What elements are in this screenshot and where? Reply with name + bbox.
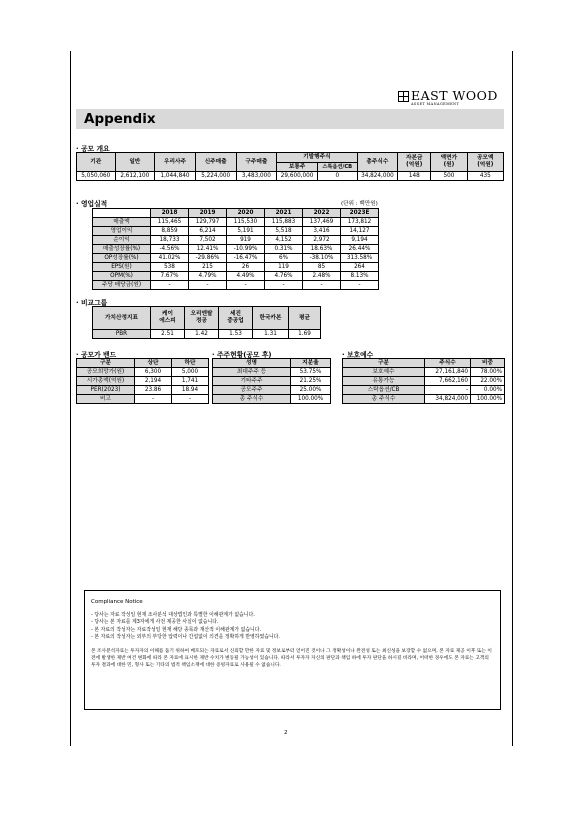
cell: - (172, 395, 209, 404)
cell: -4.56% (151, 245, 189, 254)
holder-ratio: 25.00% (291, 386, 331, 395)
cell: - (265, 281, 303, 290)
cell: - (189, 281, 227, 290)
cell: 5,224,000 (195, 172, 236, 181)
sub-header: 보통주 (277, 163, 318, 172)
cell: -29.86% (189, 254, 227, 263)
compliance-line: - 본 자료의 작성자는 외부의 부당한 압력이나 간섭없이 의견을 정확하게 반영하였습니다. (91, 634, 280, 641)
table-row (93, 236, 379, 245)
row-label: 주당 배당금(원) (93, 281, 151, 290)
holder-name: 최대주주 등 (213, 368, 291, 377)
cell: 1.42 (185, 330, 219, 339)
protect-header: 주식수 (425, 359, 471, 368)
cell: -10.99% (227, 245, 265, 254)
peers-section-title: · 비교그룹 (76, 299, 108, 307)
cell: 18.94 (172, 386, 209, 395)
cell: 919 (227, 236, 265, 245)
table-row (77, 377, 209, 386)
table-row (93, 281, 379, 290)
sub-header: 스톡옵션/CB (317, 163, 357, 172)
cell: 264 (341, 263, 379, 272)
row-label: 공모희망가(원) (77, 368, 135, 377)
table-row (343, 368, 505, 377)
offering-table (76, 152, 504, 181)
cell: - (135, 395, 172, 404)
peer-header: 케이 에스피 (151, 307, 185, 330)
table-row (77, 386, 209, 395)
cell: 4.76% (265, 272, 303, 281)
cell: 29,600,000 (277, 172, 318, 181)
shares-cell: 34,824,000 (425, 395, 471, 404)
compliance-line: - 당사는 자료 작성일 현재 조사분석 대상법인과 특별한 이해관계가 없습니다. (91, 612, 255, 618)
cell: 41.02% (151, 254, 189, 263)
cell: 1.69 (289, 330, 321, 339)
band-header: 하단 (172, 359, 209, 368)
peer-header: 한국카본 (253, 307, 289, 330)
logo-mark-icon (398, 91, 409, 102)
logo-name: EAST WOOD (411, 88, 498, 103)
holders-table (212, 358, 331, 404)
cell: 5,000 (172, 368, 209, 377)
col-header: 공모액 (억원) (467, 153, 503, 172)
row-label: 유통가능 (343, 377, 425, 386)
col-header: 우리사주 (155, 153, 196, 172)
table-row (93, 218, 379, 227)
cell: 137,469 (303, 218, 341, 227)
cell: 3,416 (303, 227, 341, 236)
table-row (93, 272, 379, 281)
cell: 1.31 (253, 330, 289, 339)
holders-section-title: · 주주현황(공모 후) (212, 351, 272, 359)
holder-name: 기타주주 (213, 377, 291, 386)
holder-ratio: 53.75% (291, 368, 331, 377)
row-label: 스탁옵션/CB (343, 386, 425, 395)
table-row (213, 386, 331, 395)
cell: 23.86 (135, 386, 172, 395)
shares-cell: 27,161,840 (425, 368, 471, 377)
cell: 5,191 (227, 227, 265, 236)
col-header: 신주매출 (195, 153, 236, 172)
corner-cell (93, 209, 151, 218)
cell: - (151, 281, 189, 290)
shares-cell: - (425, 386, 471, 395)
row-label: OP성장률(%) (93, 254, 151, 263)
peers-table (92, 306, 321, 339)
row-label: 매출성장률(%) (93, 245, 151, 254)
cell: 2,612,100 (115, 172, 155, 181)
cell: 34,824,000 (357, 172, 398, 181)
holders-header: 지분율 (291, 359, 331, 368)
cell: 2.51 (151, 330, 185, 339)
cell: 18.63% (303, 245, 341, 254)
table-row (93, 254, 379, 263)
logo (398, 90, 498, 106)
cell: 6% (265, 254, 303, 263)
ratio-cell: 100.00% (471, 395, 505, 404)
shares-cell: 7,662,160 (425, 377, 471, 386)
cell: 5,518 (265, 227, 303, 236)
cell: 3,483,000 (236, 172, 277, 181)
holder-name: 총 주식수 (213, 395, 291, 404)
cell: 9,194 (341, 236, 379, 245)
table-row (213, 377, 331, 386)
compliance-disclaimer: 본 조사분석자료는 투자자의 이해를 돕기 위하여 배포되는 자료로서 신뢰할 만한 자료 및 정보로부터 얻어진 것이나 그 정확성이나 완전성 또는 최신성을 보장할 수 없으며, 본 자료 제공 이후 또는 이전에 발생한 제반 여건 변화에 따라 본 자료에 표시한 제반 수치가 변동될 가능성이 있습니다. 따라서 투자자 자신의 판단과 책임 하에 투자 판단을 하시길 바라며, 어떠한 경우에도 본 자료는 고객의 투자 결과에 대한 민, 형사 또는 기타의 법적 책임소재에 대한 증빙자료로 사용될 수 없습니다. (91, 648, 492, 669)
row-label: PER(2023) (77, 386, 135, 395)
table-row (213, 368, 331, 377)
band-header: 구분 (77, 359, 135, 368)
table-row (343, 395, 505, 404)
table-row (213, 395, 331, 404)
col-header: 일반 (115, 153, 155, 172)
cell: 85 (303, 263, 341, 272)
table-row (93, 227, 379, 236)
holder-ratio: 100.00% (291, 395, 331, 404)
row-label: 비고 (77, 395, 135, 404)
performance-section-title: · 영업실적 (76, 200, 108, 208)
cell: 115,883 (265, 218, 303, 227)
cell: 500 (431, 172, 467, 181)
row-label: 시가총액(억원) (77, 377, 135, 386)
holder-ratio: 21.25% (291, 377, 331, 386)
cell: 129,797 (189, 218, 227, 227)
col-header: 기관 (77, 153, 116, 172)
cell: 148 (398, 172, 431, 181)
band-table (76, 358, 209, 404)
cell: -16.47% (227, 254, 265, 263)
cell: 8.13% (341, 272, 379, 281)
cell: 2,972 (303, 236, 341, 245)
row-label: 총 주식수 (343, 395, 425, 404)
protect-header: 비중 (471, 359, 505, 368)
peer-header: 오리엔탈 정공 (185, 307, 219, 330)
cell: 119 (265, 263, 303, 272)
offering-section-title: · 공모 개요 (76, 145, 110, 153)
compliance-line: - 본 자료의 작성자는 자료작성일 현재 해당 종목과 재산적 이해관계가 없습니다. (91, 626, 262, 633)
year-header: 2021 (265, 209, 303, 218)
page-number: 2 (284, 730, 288, 736)
ratio-cell: 78.00% (471, 368, 505, 377)
year-header: 2023E (341, 209, 379, 218)
cell: 2,194 (135, 377, 172, 386)
cell: 14,127 (341, 227, 379, 236)
cell: 313.58% (341, 254, 379, 263)
table-row (77, 368, 209, 377)
col-header: 자본금 (억원) (398, 153, 431, 172)
page-title: Appendix (84, 111, 156, 127)
col-header: 액면가 (원) (431, 153, 467, 172)
cell: 6,300 (135, 368, 172, 377)
ratio-cell: 22.00% (471, 377, 505, 386)
cell: 215 (189, 263, 227, 272)
cell: 7,502 (189, 236, 227, 245)
cell: 18,733 (151, 236, 189, 245)
compliance-title: Compliance Notice (91, 599, 143, 605)
cell: - (303, 281, 341, 290)
peer-header: 세진 중공업 (219, 307, 253, 330)
row-label: 매출액 (93, 218, 151, 227)
cell: 1,044,840 (155, 172, 196, 181)
cell: 8,859 (151, 227, 189, 236)
holders-header: 성명 (213, 359, 291, 368)
cell: 12.41% (189, 245, 227, 254)
col-header: 구주매출 (236, 153, 277, 172)
cell: 4,152 (265, 236, 303, 245)
cell: 115,465 (151, 218, 189, 227)
row-label: 영업이익 (93, 227, 151, 236)
cell: 115,530 (227, 218, 265, 227)
performance-table (92, 208, 379, 290)
band-section-title: · 공모가 밴드 (76, 351, 117, 359)
cell: 26.44% (341, 245, 379, 254)
cell: - (227, 281, 265, 290)
table-row (93, 245, 379, 254)
cell: 26 (227, 263, 265, 272)
year-header: 2019 (189, 209, 227, 218)
year-header: 2018 (151, 209, 189, 218)
cell: 7.67% (151, 272, 189, 281)
protect-table (342, 358, 505, 404)
cell: 1.53 (219, 330, 253, 339)
year-header: 2022 (303, 209, 341, 218)
cell: 5,050,060 (77, 172, 116, 181)
cell: 538 (151, 263, 189, 272)
logo-subtitle: ASSET MANAGEMENT (411, 102, 460, 106)
col-header: 기발행주식 (277, 153, 357, 163)
year-header: 2020 (227, 209, 265, 218)
cell: 0 (317, 172, 357, 181)
cell: 6,214 (189, 227, 227, 236)
row-label: 보호예수 (343, 368, 425, 377)
row-label: 순이익 (93, 236, 151, 245)
row-label: EPS(원) (93, 263, 151, 272)
ratio-cell: 0.00% (471, 386, 505, 395)
table-row (77, 395, 209, 404)
table-row (93, 263, 379, 272)
col-header: 총주식수 (357, 153, 398, 172)
cell: 4.49% (227, 272, 265, 281)
band-header: 상단 (135, 359, 172, 368)
performance-unit: (단위 : 백만원) (341, 201, 378, 207)
row-label: OPM(%) (93, 272, 151, 281)
holder-name: 공모주주 (213, 386, 291, 395)
cell: 435 (467, 172, 503, 181)
table-row (343, 386, 505, 395)
protect-header: 구분 (343, 359, 425, 368)
cell: 0.31% (265, 245, 303, 254)
cell: - (341, 281, 379, 290)
cell: 1,741 (172, 377, 209, 386)
protect-section-title: · 보호예수 (342, 351, 374, 359)
compliance-line: - 당사는 본 자료를 제3자에게 사전 제공한 사실이 없습니다. (91, 619, 219, 626)
peer-header: 평균 (289, 307, 321, 330)
cell: 4.79% (189, 272, 227, 281)
cell: 173,812 (341, 218, 379, 227)
table-row (343, 377, 505, 386)
compliance-notice (84, 590, 501, 710)
cell: 2.48% (303, 272, 341, 281)
row-label: PBR (93, 330, 151, 339)
cell: -38.10% (303, 254, 341, 263)
peer-header: 가치산정지표 (93, 307, 151, 330)
